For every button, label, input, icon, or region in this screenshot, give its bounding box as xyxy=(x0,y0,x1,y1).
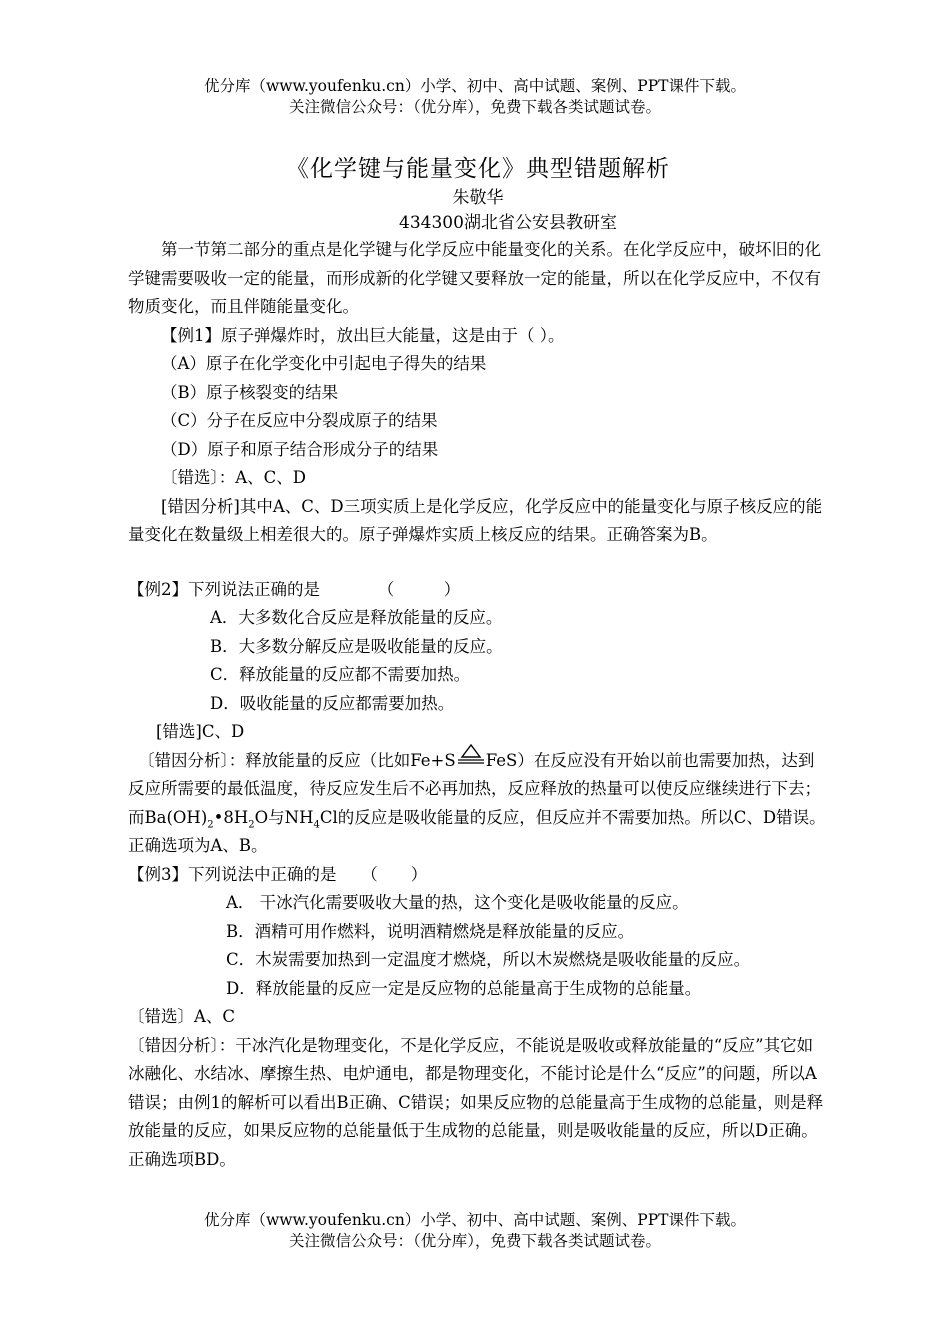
example-1-option-c: （C）分子在反应中分裂成原子的结果 xyxy=(161,411,438,430)
subscript-4: 4 xyxy=(313,818,320,830)
example-1-stem: 【例1】原子弹爆炸时，放出巨大能量，这是由于（ ）。 xyxy=(161,325,565,345)
doc-organization: 434300湖北省公安县教研室 xyxy=(399,213,617,233)
example-3-stem: 【例3】下列说法中正确的是 （ ） xyxy=(128,864,428,884)
footer-line-2: 关注微信公众号：（优分库），免费下载各类试题试卷。 xyxy=(288,1232,661,1250)
example-1-option-b: （B）原子核裂变的结果 xyxy=(161,382,339,402)
page-footer xyxy=(0,1210,950,1252)
heating-condition-icon xyxy=(456,750,486,768)
example-2-stem: 【例2】下列说法正确的是 （ ） xyxy=(128,579,461,599)
intro-paragraph: 第一节第二部分的重点是化学键与化学反应中能量变化的关系。在化学反应中，破坏旧的化学键需要吸收一定的能量，而形成新的化学键又要释放一定的能量，所以在化学反应中，不仅有物质变化，而且伴随能量变化。 xyxy=(128,240,821,316)
page-header xyxy=(0,76,950,118)
header-line-2: 关注微信公众号：（优分库），免费下载各类试题试卷。 xyxy=(288,98,661,116)
example-3-analysis: 〔错因分析〕：干冰汽化是物理变化，不是化学反应，不能说是吸收或释放能量的“反应”其它如冰融化、水结冰、摩擦生热、电炉通电，都是物理变化，不能讨论是什么“反应”的问题，所以A错误；由例1的解析可以看出B正确、C错误；如果反应物的总能量高于生成物的总能量，则是释放能量的反应，如果反应物的总能量低于生成物的总能量，则是吸收能量的反应，所以D正确。正确选项BD。 xyxy=(128,1035,824,1169)
subscript-2-a: 2 xyxy=(207,818,214,830)
example-1-option-a: （A）原子在化学变化中引起电子得失的结果 xyxy=(161,354,487,373)
example-2-analysis-part-b: FeS）在反应没有开始以前也需要加热，达到反应所需要的最低温度，待反应发生后不必再加热，反应释放的热量可以使反应继续进行下去；而Ba(OH) xyxy=(128,750,821,827)
example-1-analysis: [错因分析]其中A、C、D三项实质上是化学反应，化学反应中的能量变化与原子核反应的能量变化在数量级上相差很大的。原子弹爆炸实质上核反应的结果。正确答案为B。 xyxy=(128,496,823,544)
header-line-1: 优分库（www.youfenku.cn）小学、初中、高中试题、案例、PPT课件下载。 xyxy=(203,77,747,95)
example-2-analysis-part-e: Cl的反应是吸收能量的反应，但反应并不需要加热。所以C、D错误。正确选项为A、B。 xyxy=(128,807,826,855)
example-1-wrong-choice: 〔错选〕：A、C、D xyxy=(161,468,307,487)
example-3-option-d: D．释放能量的反应一定是反应物的总能量高于生成物的总能量。 xyxy=(226,978,702,998)
example-3-option-c: C．木炭需要加热到一定温度才燃烧，所以木炭燃烧是吸收能量的反应。 xyxy=(226,950,751,969)
doc-title: 《化学键与能量变化》典型错题解析 xyxy=(286,156,670,182)
example-3-wrong-choice: 〔错选〕A、C xyxy=(128,1007,236,1026)
example-2-analysis-part-c: •8H xyxy=(213,807,249,827)
example-2-analysis-part-a: 〔错因分析〕：释放能量的反应（比如Fe+S xyxy=(138,750,456,770)
footer-line-1: 优分库（www.youfenku.cn）小学、初中、高中试题、案例、PPT课件下载。 xyxy=(203,1211,747,1229)
example-2-analysis xyxy=(128,747,828,861)
example-2-option-d: D．吸收能量的反应都需要加热。 xyxy=(210,693,455,713)
example-2-wrong-choice: [错选]C、D xyxy=(156,722,245,741)
doc-author: 朱敬华 xyxy=(452,188,504,208)
example-2-option-b: B．大多数分解反应是吸收能量的反应。 xyxy=(210,636,503,656)
example-1-option-d: （D）原子和原子结合形成分子的结果 xyxy=(161,439,439,459)
example-2-option-c: C．释放能量的反应都不需要加热。 xyxy=(210,665,471,684)
subscript-2-b: 2 xyxy=(248,818,255,830)
example-2-option-a: A．大多数化合反应是释放能量的反应。 xyxy=(210,608,503,627)
example-3-option-b: B．酒精可用作燃料，说明酒精燃烧是释放能量的反应。 xyxy=(226,921,635,941)
example-3-option-a: A． 干冰汽化需要吸收大量的热，这个变化是吸收能量的反应。 xyxy=(226,893,689,912)
document-body xyxy=(128,152,828,1174)
example-2-analysis-part-d: O与NH xyxy=(254,807,314,827)
